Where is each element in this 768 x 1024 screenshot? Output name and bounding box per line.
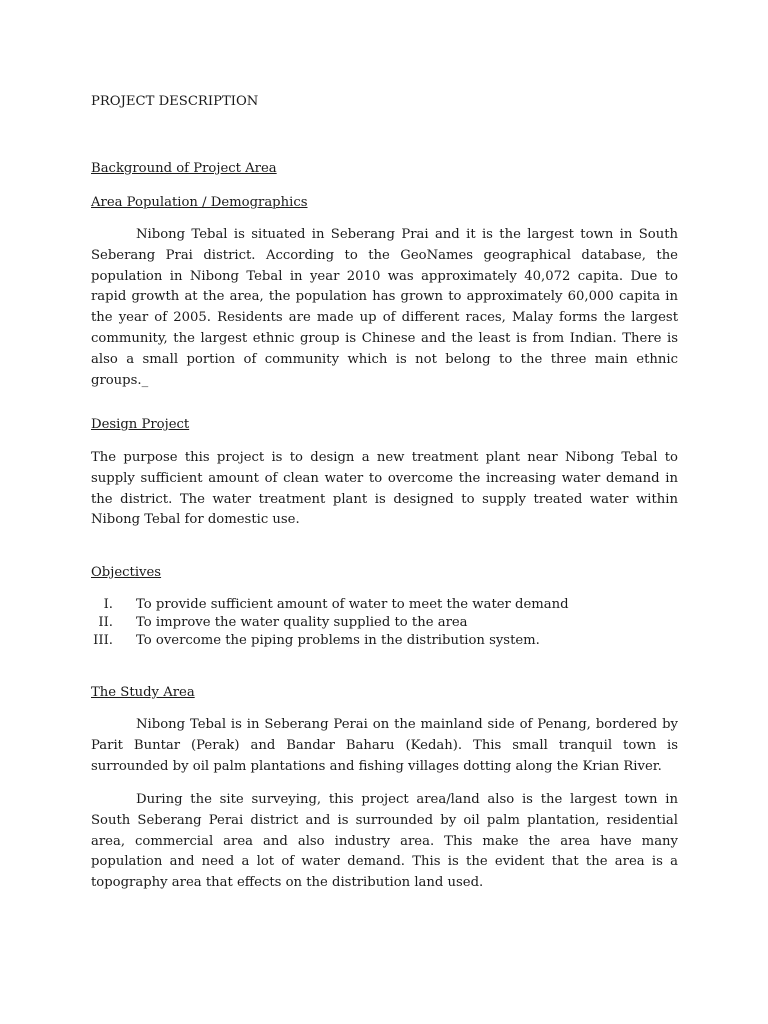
objective-text: To improve the water quality supplied to the area bbox=[136, 615, 468, 630]
objective-number: I. bbox=[103, 597, 113, 612]
objective-item bbox=[91, 632, 678, 650]
population-paragraph: Nibong Tebal is situated in Seberang Prai and it is the largest town in South Seberang Prai district. According to the GeoNames geographical database, the population in Nibong Tebal in year 2010 was approximately 40,072 capita. Due to rapid growth at the area, the population has grown to approximately 60,000 capita in the year of 2005. Residents are made up of different races, Malay forms the largest community, the largest ethnic group is Chinese and the least is from Indian. There is also a small portion of community which is not belong to the three main ethnic groups._ bbox=[91, 227, 678, 388]
objective-text: To overcome the piping problems in the distribution system. bbox=[136, 633, 540, 648]
objectives-heading: Objectives bbox=[91, 565, 162, 580]
background-heading: Background of Project Area bbox=[91, 161, 277, 176]
document-title: PROJECT DESCRIPTION bbox=[91, 94, 259, 109]
study-paragraph-2: During the site surveying, this project area/land also is the largest town in South Seberang Perai district and is surrounded by oil palm plantation, residential area, commercial area and also industry area. This make the area have many population and need a lot of water demand. This is the evident that the area is a topography area that effects on the distribution land used. bbox=[91, 792, 678, 891]
objective-number: III. bbox=[93, 633, 113, 648]
objective-text: To provide sufficient amount of water to meet the water demand bbox=[136, 597, 569, 612]
study-paragraph-1: Nibong Tebal is in Seberang Perai on the mainland side of Penang, bordered by Parit Buntar (Perak) and Bandar Baharu (Kedah). This small tranquil town is surrounded by oil palm plantations and fishing villages dotting along the Krian River. bbox=[91, 717, 678, 774]
objective-item bbox=[91, 614, 678, 632]
objectives-list bbox=[91, 596, 678, 650]
objective-number: II. bbox=[98, 615, 113, 630]
design-heading: Design Project bbox=[91, 417, 190, 432]
design-paragraph: The purpose this project is to design a new treatment plant near Nibong Tebal to supply sufficient amount of clean water to overcome the increasing water demand in the district. The water treatment plant is designed to supply treated water within Nibong Tebal for domestic use. bbox=[91, 450, 678, 528]
population-heading: Area Population / Demographics bbox=[91, 195, 308, 210]
objective-item bbox=[91, 596, 678, 614]
study-heading: The Study Area bbox=[91, 685, 195, 700]
